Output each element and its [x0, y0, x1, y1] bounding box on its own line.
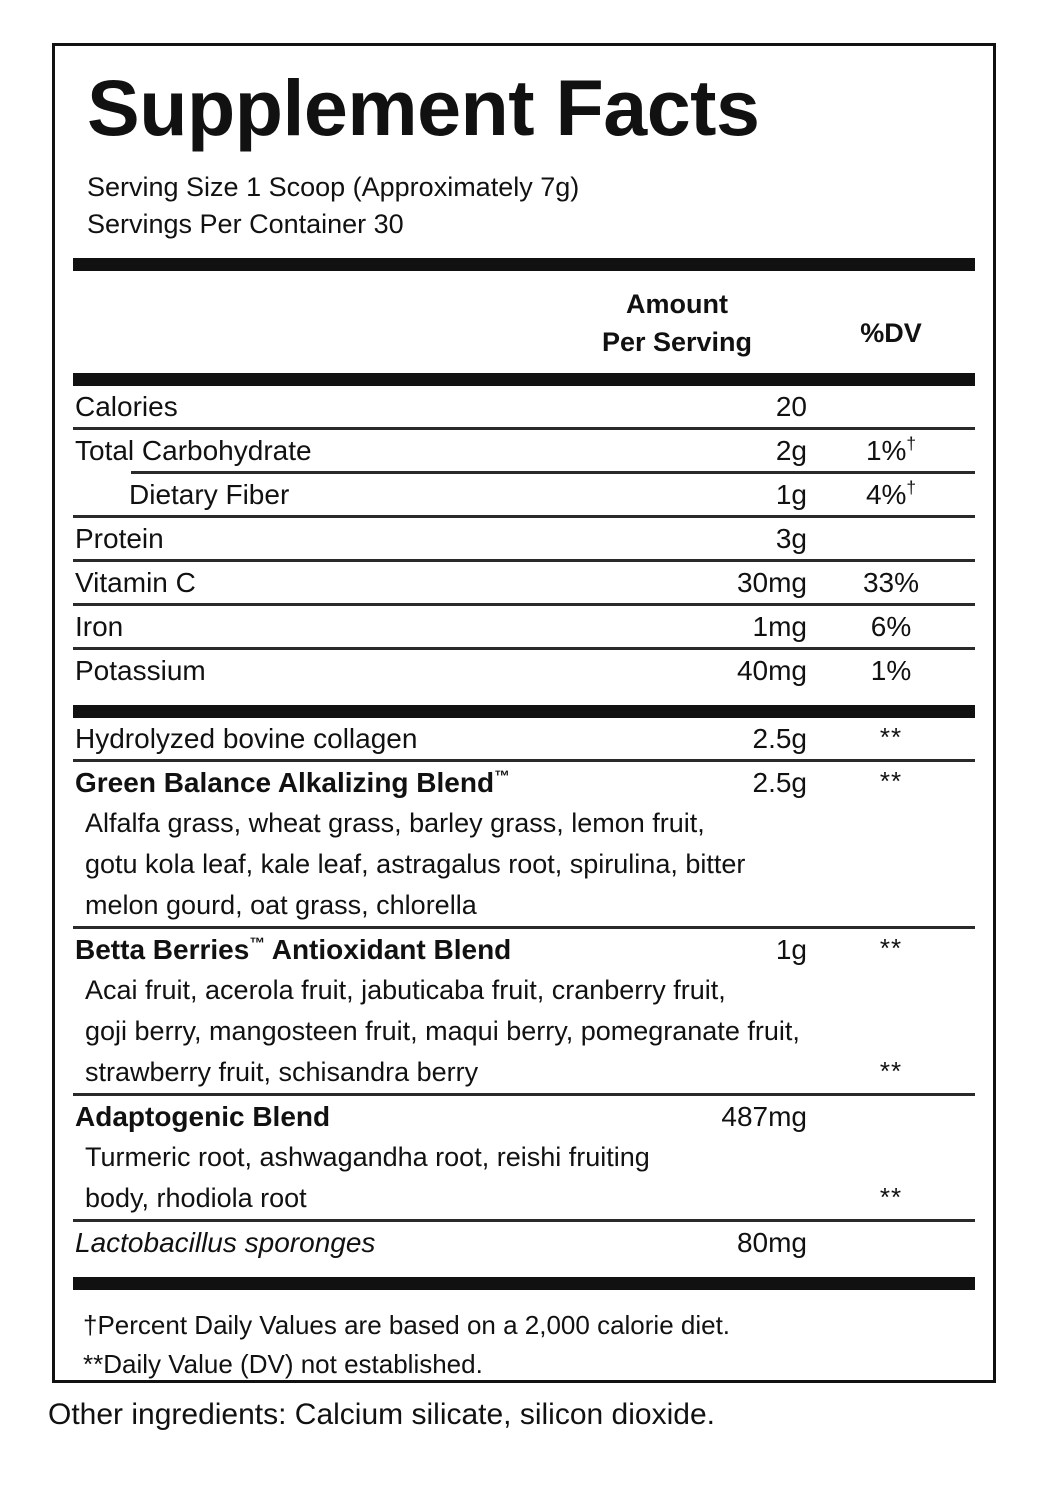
ingredient-line: Alfalfa grass, wheat grass, barley grass, lemon fruit, [85, 807, 705, 838]
table-row [73, 718, 975, 759]
ingredient-line: Acai fruit, acerola fruit, jabuticaba fruit, cranberry fruit, [85, 974, 726, 1005]
table-row [73, 386, 975, 427]
blend-table [73, 718, 975, 1263]
blend-dv-lactobacillus-offset: ** [879, 1181, 903, 1212]
ingredient-line: gotu kola leaf, kale leaf, astragalus root, spirulina, bitter [85, 848, 746, 879]
table-row [73, 929, 975, 970]
blend-name-collagen: Hydrolyzed bovine collagen [75, 722, 418, 754]
blend-amount: 1g [775, 933, 807, 965]
nutrient-dv: 1%† [865, 433, 917, 466]
column-header-dv: %DV [860, 317, 922, 348]
nutrient-dv: 4%† [865, 477, 917, 510]
blend-amount: 2.5g [752, 722, 807, 754]
blend-name-green-balance: Green Balance Alkalizing Blend™ [75, 766, 510, 798]
nutrient-dv: 33% [862, 566, 920, 598]
table-row [73, 474, 975, 515]
blend-dv: ** [879, 721, 903, 752]
nutrient-amount: 40mg [736, 654, 807, 686]
other-ingredients-line: Other ingredients: Calcium silicate, silicon dioxide. [48, 1398, 715, 1431]
column-header-amount-line2: Per Serving [601, 326, 753, 357]
blend-name-adaptogenic: Adaptogenic Blend [75, 1100, 331, 1132]
list-item [73, 1137, 975, 1178]
nutrient-table [73, 386, 975, 691]
nutrient-name: Dietary Fiber [129, 478, 290, 510]
nutrient-amount: 2g [775, 434, 807, 466]
dagger-marker: † [906, 477, 917, 498]
list-item [73, 844, 975, 885]
nutrient-name: Iron [75, 610, 124, 642]
list-item [73, 1178, 975, 1219]
ingredient-line: strawberry fruit, schisandra berry [85, 1056, 479, 1087]
list-item [73, 885, 975, 926]
footnote-dagger: †Percent Daily Values are based on a 2,000 calorie diet. [83, 1309, 731, 1340]
blend-dv-adaptogenic-offset: ** [879, 1055, 903, 1086]
list-item [73, 1052, 975, 1093]
blend-amount: 487mg [721, 1100, 807, 1132]
nutrient-amount: 30mg [736, 566, 807, 598]
trademark-icon: ™ [494, 768, 510, 786]
column-header-amount-per-serving [547, 285, 807, 362]
supplement-facts-content [73, 56, 975, 1379]
serving-size-line: Serving Size 1 Scoop (Approximately 7g) [87, 172, 580, 202]
supplement-facts-panel [52, 43, 996, 1383]
nutrient-dv: 1% [870, 654, 912, 686]
nutrient-name: Total Carbohydrate [75, 434, 312, 466]
table-row [73, 762, 975, 803]
nutrient-dv: 6% [870, 610, 912, 642]
nutrient-amount: 1mg [752, 610, 807, 642]
ingredient-line: goji berry, mangosteen fruit, maqui berry, pomegranate fruit, [85, 1015, 800, 1046]
table-row [73, 1096, 975, 1137]
nutrient-name: Protein [75, 522, 164, 554]
table-row [73, 562, 975, 603]
blend-dv: ** [879, 765, 903, 796]
nutrient-name: Potassium [75, 654, 206, 686]
list-item [73, 1011, 975, 1052]
nutrient-amount: 20 [775, 390, 807, 422]
blend-amount: 2.5g [752, 766, 807, 798]
table-row [73, 518, 975, 559]
trademark-icon: ™ [249, 935, 265, 953]
divider-thick-blends [73, 705, 975, 718]
serving-info [87, 169, 975, 244]
divider-thick-top [73, 258, 975, 271]
nutrient-amount: 1g [775, 478, 807, 510]
table-row [73, 650, 975, 691]
footnotes [73, 1290, 975, 1384]
column-header-amount-line1: Amount [626, 288, 728, 319]
divider-thick-footnotes [73, 1277, 975, 1290]
ingredient-line: Turmeric root, ashwagandha root, reishi fruiting [85, 1141, 650, 1172]
blend-name-betta-berries: Betta Berries™ Antioxidant Blend [75, 933, 512, 965]
ingredient-line: body, rhodiola root [85, 1182, 307, 1213]
table-row [73, 606, 975, 647]
ingredient-line: melon gourd, oat grass, chlorella [85, 889, 477, 920]
servings-per-container-line: Servings Per Container 30 [87, 209, 404, 240]
blend-name-lactobacillus: Lactobacillus sporonges [75, 1226, 376, 1258]
table-row [73, 1222, 975, 1263]
dagger-marker: † [906, 433, 917, 454]
table-row [73, 430, 975, 471]
list-item [73, 803, 975, 844]
page-title: Supplement Facts [87, 63, 760, 152]
nutrient-name: Calories [75, 390, 178, 422]
divider-thick-header [73, 373, 975, 386]
list-item [73, 970, 975, 1011]
nutrient-name: Vitamin C [75, 566, 196, 598]
nutrient-amount: 3g [775, 522, 807, 554]
footnote-asterisk: **Daily Value (DV) not established. [83, 1348, 483, 1379]
blend-dv: ** [879, 932, 903, 963]
blend-amount: 80mg [736, 1226, 807, 1258]
table-column-headers [73, 271, 975, 363]
